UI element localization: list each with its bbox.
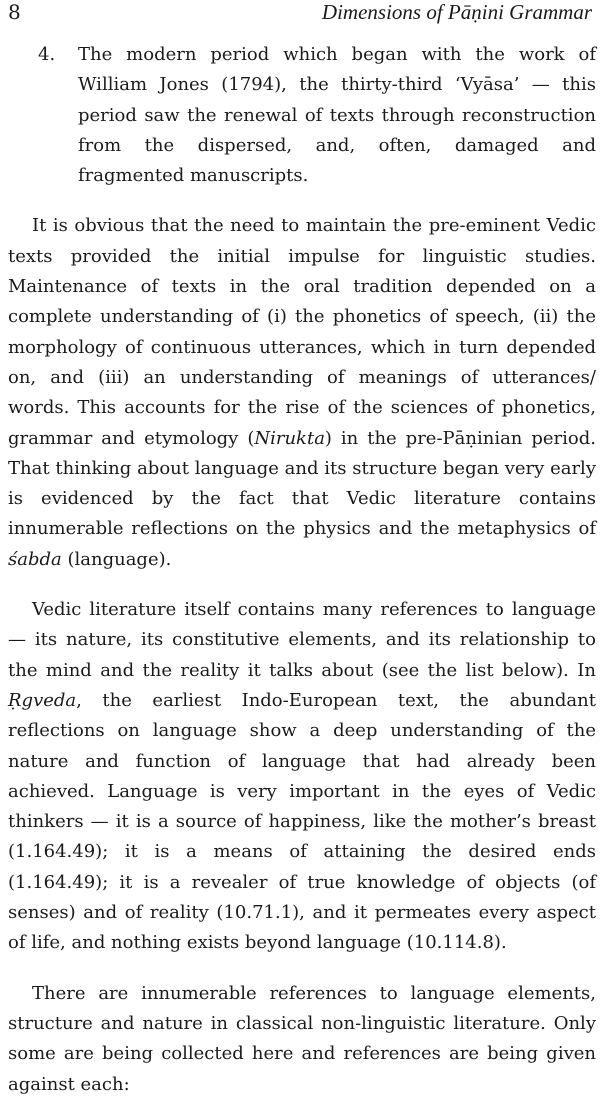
- list-item-number: 4.: [38, 44, 56, 65]
- page-number: 8: [8, 0, 21, 24]
- paragraph-1: [8, 211, 596, 575]
- paragraph-2: [8, 595, 596, 959]
- body-text: [8, 40, 596, 1120]
- term-nirukta: Nirukta: [254, 427, 325, 449]
- paragraph-1-part1: It is obvious that the need to maintain the pre-eminent Vedic texts provided the initial impulse for linguistic studies. Maintenance of texts in the oral tradition depended on a complete understanding of (i) the phonetics of speech, (ii) the morphology of continuous utterances, which in turn depended on, and (iii) an understanding of meanings of utterances/ words. This accounts for the rise of the sciences of phonetics, grammar and etymology (: [8, 215, 596, 449]
- term-sabda: śabda: [8, 548, 62, 570]
- paragraph-2-part2: , the earliest Indo-European text, the abundant reflections on language show a deep understanding of the nature and function of language that had already been achieved. Language is very important in the eyes of Vedic thinkers — it is a source of happiness, like the mother’s breast (1.164.49); it is a means of attaining the desired ends (1.164.49); it is a revealer of true knowledge of objects (of senses) and of reality (10.71.1), and it permeates every aspect of life, and nothing exists beyond language (10.114.8).: [8, 689, 596, 954]
- paragraph-1-part2: ) in the pre-Pāṇinian period. That thinking about language and its structure began very early is evidenced by the fact that Vedic literature contains innumerable reflections on the physics and the metaphysics of: [8, 427, 596, 540]
- list-item-text: The modern period which began with the work of William Jones (1794), the thirty-third ‘Vyāsa’ — this period saw the renewal of texts through reconstruction from the dispersed, and, often, damaged and fragmented manuscripts.: [78, 44, 596, 187]
- running-title: Dimensions of Pāṇini Grammar: [321, 0, 592, 24]
- paragraph-2-part1: Vedic literature itself contains many references to language — its nature, its constitutive elements, and its relationship to the mind and the reality it talks about (see the list below). In: [8, 599, 596, 681]
- paragraph-1-part3: (language).: [61, 548, 172, 570]
- list-item: [38, 40, 596, 191]
- page-header: [8, 0, 592, 30]
- paragraph-3: There are innumerable references to language elements, structure and nature in classical non-linguistic literature. Only some are being collected here and references are being given against each:: [8, 982, 596, 1095]
- term-rgveda: Ṛgveda: [8, 689, 77, 711]
